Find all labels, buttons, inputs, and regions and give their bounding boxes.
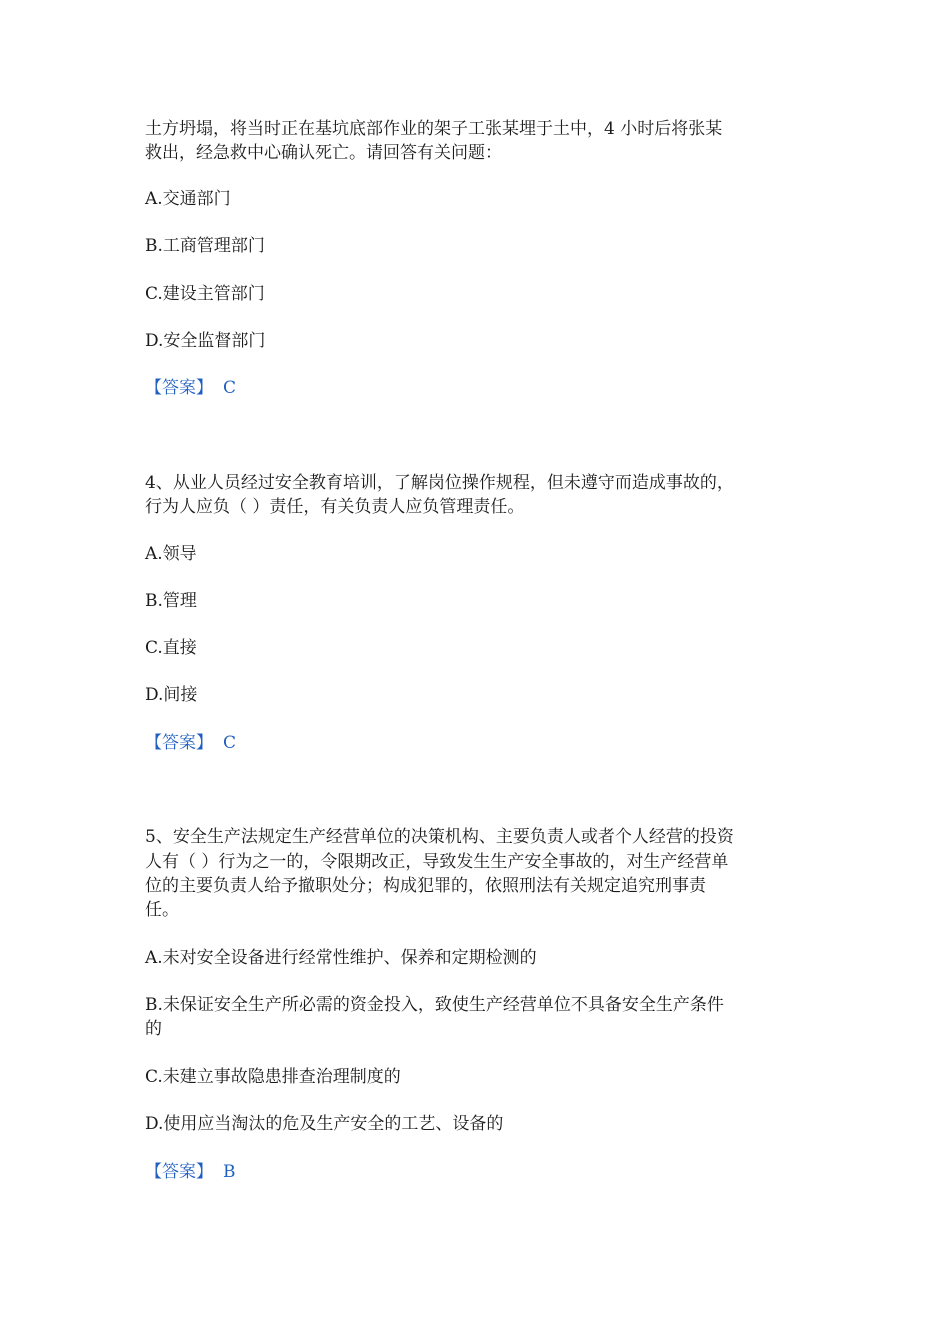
q5-stem-line-3: 位的主要负责人给予撤职处分；构成犯罪的，依照刑法有关规定追究刑事责 (145, 876, 706, 896)
q5-answer (145, 1160, 825, 1184)
q5-stem-line-4: 任。 (145, 900, 179, 920)
q4-answer-value: C (223, 733, 237, 753)
q4-answer (145, 731, 825, 755)
q5-answer-label: 【答案】 (145, 1162, 213, 1182)
q3-stem-line-1: 土方坍塌，将当时正在基坑底部作业的架子工张某埋于土中，4 小时后将张某 (145, 119, 723, 139)
q3-answer (145, 376, 825, 400)
q3-option-d: D.安全监督部门 (145, 331, 266, 351)
q3-option-c: C.建设主管部门 (145, 284, 265, 304)
q4-answer-label: 【答案】 (145, 733, 213, 753)
q5-option-b-line-2: 的 (145, 1019, 162, 1039)
q3-answer-value: C (223, 378, 237, 398)
q4-option-d: D.间接 (145, 685, 198, 705)
q5-option-d: D.使用应当淘汰的危及生产安全的工艺、设备的 (145, 1114, 504, 1134)
q4-stem-line-2: 行为人应负（ ）责任，有关负责人应负管理责任。 (145, 497, 525, 517)
q5-stem-line-2: 人有（ ）行为之一的，令限期改正，导致发生生产安全事故的，对生产经营单 (145, 852, 729, 872)
q5-stem-line-1: 5、安全生产法规定生产经营单位的决策机构、主要负责人或者个人经营的投资 (145, 827, 734, 847)
q4-option-a: A.领导 (145, 544, 197, 564)
q5-answer-value: B (223, 1162, 236, 1182)
q5-option-a: A.未对安全设备进行经常性维护、保养和定期检测的 (145, 948, 537, 968)
q4-stem-line-1: 4、从业人员经过安全教育培训，了解岗位操作规程，但未遵守而造成事故的， (145, 473, 734, 493)
q3-stem-line-2: 救出，经急救中心确认死亡。请回答有关问题： (145, 143, 502, 163)
q5-option-b-line-1: B.未保证安全生产所必需的资金投入，致使生产经营单位不具备安全生产条件 (145, 995, 724, 1015)
q3-option-b: B.工商管理部门 (145, 236, 265, 256)
q4-option-b: B.管理 (145, 591, 197, 611)
q5-option-c: C.未建立事故隐患排查治理制度的 (145, 1067, 401, 1087)
q4-option-c: C.直接 (145, 638, 197, 658)
q3-answer-label: 【答案】 (145, 378, 213, 398)
q3-option-a: A.交通部门 (145, 189, 231, 209)
